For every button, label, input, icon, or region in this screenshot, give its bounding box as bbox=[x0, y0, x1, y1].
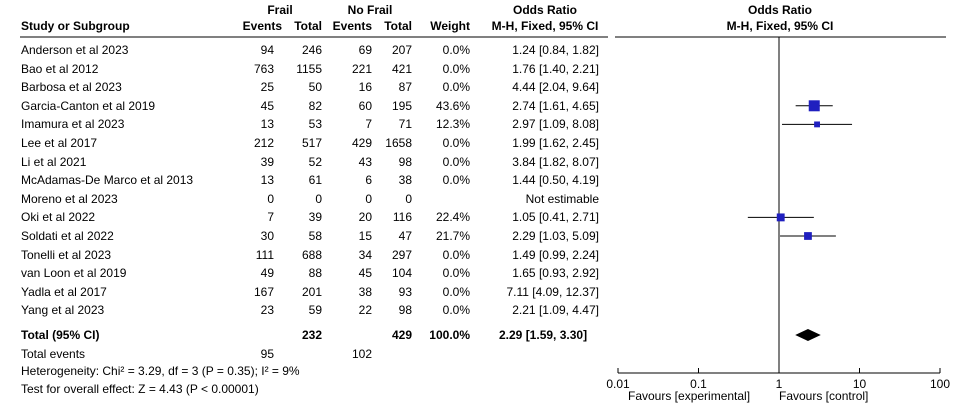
frail-total: 53 bbox=[308, 117, 322, 132]
nofrail-total: 195 bbox=[391, 98, 412, 113]
odds-ratio-value: 1.99 [1.62, 2.45] bbox=[512, 136, 599, 150]
total-label: Total (95% CI) bbox=[21, 328, 100, 342]
nofrail-events: 69 bbox=[358, 43, 372, 57]
total-events-frail: 95 bbox=[260, 347, 274, 361]
frail-total: 88 bbox=[308, 266, 322, 281]
study-marker bbox=[804, 232, 812, 240]
frail-events: 49 bbox=[260, 266, 274, 281]
weight-value: 0.0% bbox=[442, 154, 470, 169]
weight-value: 0.0% bbox=[442, 303, 470, 318]
study-name: Li et al 2021 bbox=[21, 154, 87, 169]
nofrail-total: 87 bbox=[398, 80, 412, 95]
frail-events: 0 bbox=[267, 191, 274, 206]
frail-total: 688 bbox=[301, 247, 322, 262]
nofrail-events-header: Events bbox=[332, 19, 372, 33]
weight-value: 0.0% bbox=[442, 136, 470, 150]
study-name: Tonelli et al 2023 bbox=[21, 247, 112, 262]
nofrail-events: 38 bbox=[358, 284, 372, 299]
x-tick-label: 1 bbox=[775, 377, 783, 391]
frail-events: 167 bbox=[253, 284, 274, 299]
study-name: van Loon et al 2019 bbox=[21, 266, 127, 281]
frail-events: 30 bbox=[260, 229, 274, 243]
nofrail-events: 22 bbox=[358, 303, 372, 318]
study-name: Yang et al 2023 bbox=[21, 303, 105, 318]
nofrail-events: 15 bbox=[358, 229, 372, 243]
x-tick-label: 10 bbox=[852, 377, 867, 391]
weight-value: 12.3% bbox=[435, 117, 470, 132]
frail-total: 517 bbox=[301, 136, 322, 150]
frail-total: 0 bbox=[315, 191, 322, 206]
frail-events: 763 bbox=[253, 61, 274, 76]
weight-value: 21.7% bbox=[435, 229, 470, 243]
study-name: Oki et al 2022 bbox=[21, 210, 96, 225]
study-name: Anderson et al 2023 bbox=[21, 43, 129, 57]
plot-title: Odds Ratio bbox=[747, 3, 812, 17]
nofrail-events: 45 bbox=[358, 266, 372, 281]
nofrail-events: 221 bbox=[351, 61, 372, 76]
study-marker bbox=[814, 121, 820, 127]
plot-method-header: M-H, Fixed, 95% CI bbox=[726, 19, 834, 33]
study-name: Garcia-Canton et al 2019 bbox=[21, 98, 156, 113]
frail-total: 59 bbox=[308, 303, 322, 318]
nofrail-total: 71 bbox=[398, 117, 412, 132]
heterogeneity-text: Heterogeneity: Chi² = 3.29, df = 3 (P = 0.35); I² = 9% bbox=[21, 364, 300, 378]
nofrail-events: 60 bbox=[358, 98, 372, 113]
weight-value: 0.0% bbox=[442, 173, 470, 188]
nofrail-events: 34 bbox=[358, 247, 372, 262]
study-column-header: Study or Subgroup bbox=[21, 19, 130, 33]
nofrail-events: 429 bbox=[351, 136, 372, 150]
study-name: Lee et al 2017 bbox=[21, 136, 98, 150]
odds-ratio-value: 2.97 [1.09, 8.08] bbox=[512, 117, 599, 132]
weight-value: 0.0% bbox=[442, 247, 470, 262]
nofrail-total: 104 bbox=[391, 266, 412, 281]
weight-value: 0.0% bbox=[442, 43, 470, 57]
study-name: Yadla et al 2017 bbox=[21, 284, 107, 299]
frail-group-header: Frail bbox=[267, 3, 293, 17]
odds-ratio-value: 2.29 [1.03, 5.09] bbox=[512, 229, 599, 243]
odds-ratio-value: 4.44 [2.04, 9.64] bbox=[512, 80, 599, 95]
odds-ratio-value: 3.84 [1.82, 8.07] bbox=[512, 154, 599, 169]
frail-events: 45 bbox=[260, 98, 274, 113]
frail-total: 61 bbox=[308, 173, 322, 188]
weight-value: 43.6% bbox=[435, 98, 470, 113]
or-method-header: M-H, Fixed, 95% CI bbox=[491, 19, 599, 33]
nofrail-events: 7 bbox=[365, 117, 372, 132]
favours-left-label: Favours [experimental] bbox=[628, 389, 751, 403]
nofrail-total: 297 bbox=[391, 247, 412, 262]
weight-value: 0.0% bbox=[442, 266, 470, 281]
odds-ratio-value: 2.74 [1.61, 4.65] bbox=[512, 98, 599, 113]
frail-total: 246 bbox=[301, 43, 322, 57]
frail-total: 201 bbox=[301, 284, 322, 299]
frail-total: 52 bbox=[308, 154, 322, 169]
study-name: Imamura et al 2023 bbox=[21, 117, 125, 132]
frail-total: 50 bbox=[308, 80, 322, 95]
frail-events: 94 bbox=[260, 43, 274, 57]
study-marker bbox=[809, 100, 820, 111]
odds-ratio-value: 1.44 [0.50, 4.19] bbox=[512, 173, 599, 188]
weight-value: 0.0% bbox=[442, 80, 470, 95]
odds-ratio-value: 2.21 [1.09, 4.47] bbox=[512, 303, 599, 318]
total-odds-ratio: 2.29 [1.59, 3.30] bbox=[499, 328, 588, 342]
nofrail-total: 207 bbox=[391, 43, 412, 57]
nofrail-events: 16 bbox=[358, 80, 372, 95]
nofrail-total: 421 bbox=[391, 61, 412, 76]
favours-right-label: Favours [control] bbox=[779, 389, 869, 403]
x-tick-label: 100 bbox=[929, 377, 951, 391]
frail-total: 39 bbox=[308, 210, 322, 225]
frail-events: 25 bbox=[260, 80, 274, 95]
weight-header: Weight bbox=[430, 19, 470, 33]
nofrail-events: 6 bbox=[365, 173, 372, 188]
pooled-diamond bbox=[795, 329, 821, 341]
odds-ratio-value: 7.11 [4.09, 12.37] bbox=[506, 284, 599, 299]
frail-events: 23 bbox=[260, 303, 274, 318]
weight-value: 0.0% bbox=[442, 284, 470, 299]
frail-events-header: Events bbox=[242, 19, 282, 33]
study-name: Barbosa et al 2023 bbox=[21, 80, 122, 95]
odds-ratio-value: 1.05 [0.41, 2.71] bbox=[512, 210, 599, 225]
odds-ratio-value: 1.24 [0.84, 1.82] bbox=[512, 43, 599, 57]
frail-total: 1155 bbox=[296, 61, 322, 76]
nofrail-total: 47 bbox=[398, 229, 412, 243]
total-frail-total: 232 bbox=[301, 328, 322, 342]
odds-ratio-value: 1.49 [0.99, 2.24] bbox=[512, 247, 599, 262]
nofrail-events: 43 bbox=[358, 154, 372, 169]
nofrail-total: 1658 bbox=[385, 136, 412, 150]
study-name: Moreno et al 2023 bbox=[21, 191, 118, 206]
frail-events: 39 bbox=[260, 154, 274, 169]
frail-total: 58 bbox=[308, 229, 322, 243]
nofrail-events: 0 bbox=[365, 191, 372, 206]
total-weight: 100.0% bbox=[429, 328, 470, 342]
frail-events: 111 bbox=[255, 247, 274, 262]
nofrail-events: 20 bbox=[358, 210, 372, 225]
nofrail-total: 93 bbox=[398, 284, 412, 299]
total-nofrail-total: 429 bbox=[391, 328, 412, 342]
nofrail-total-header: Total bbox=[384, 19, 412, 33]
total-events-label: Total events bbox=[21, 347, 86, 361]
frail-events: 212 bbox=[253, 136, 274, 150]
nofrail-total: 0 bbox=[405, 191, 412, 206]
nofrail-total: 116 bbox=[392, 210, 412, 225]
frail-events: 13 bbox=[260, 117, 274, 132]
total-events-nofrail: 102 bbox=[351, 347, 372, 361]
or-column-title: Odds Ratio bbox=[512, 3, 577, 17]
nofrail-group-header: No Frail bbox=[347, 3, 393, 17]
nofrail-total: 98 bbox=[398, 154, 412, 169]
frail-events: 13 bbox=[260, 173, 274, 188]
study-name: Soldati et al 2022 bbox=[21, 229, 114, 243]
odds-ratio-value: 1.76 [1.40, 2.21] bbox=[512, 61, 599, 76]
odds-ratio-value: 1.65 [0.93, 2.92] bbox=[512, 266, 599, 281]
x-tick-label: 0.1 bbox=[690, 377, 707, 391]
weight-value: 0.0% bbox=[442, 61, 470, 76]
nofrail-total: 98 bbox=[398, 303, 412, 318]
weight-value: 22.4% bbox=[435, 210, 470, 225]
frail-total-header: Total bbox=[294, 19, 322, 33]
study-name: Bao et al 2012 bbox=[21, 61, 99, 76]
nofrail-total: 38 bbox=[398, 173, 412, 188]
frail-total: 82 bbox=[308, 98, 322, 113]
x-tick-label: 0.01 bbox=[606, 377, 630, 391]
overall-effect-text: Test for overall effect: Z = 4.43 (P < 0.00001) bbox=[21, 382, 259, 396]
frail-events: 7 bbox=[267, 210, 274, 225]
study-marker bbox=[777, 213, 785, 221]
odds-ratio-value: Not estimable bbox=[525, 191, 599, 206]
study-name: McAdamas-De Marco et al 2013 bbox=[21, 173, 194, 188]
